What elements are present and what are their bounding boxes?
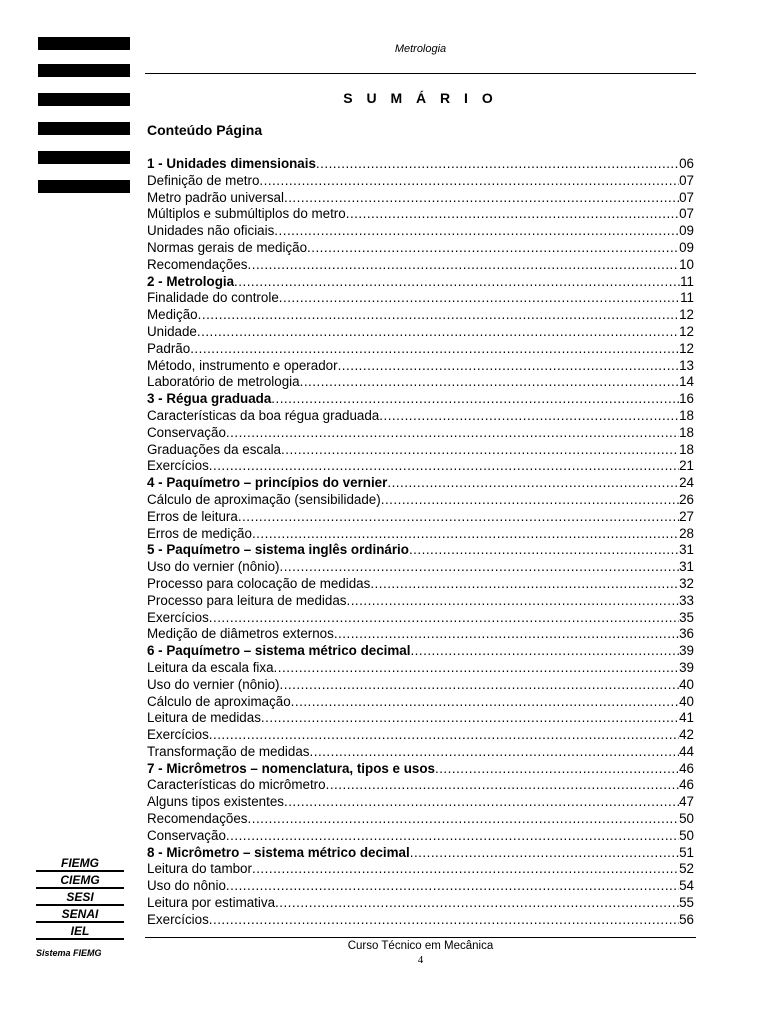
toc-entry-page: 35 — [679, 609, 694, 625]
toc-entry — [147, 190, 694, 207]
toc-entry-title: Múltiplos e submúltiplos do metro — [147, 206, 346, 222]
toc-entry-page: 40 — [679, 693, 694, 709]
toc-entry-page: 16 — [679, 391, 694, 407]
toc-entry-title: Unidades não oficiais — [147, 223, 275, 239]
toc-entry-page: 21 — [679, 458, 694, 474]
toc-entry-page: 12 — [679, 307, 694, 323]
toc-dot-leader — [190, 341, 679, 358]
toc-dot-leader — [226, 828, 679, 845]
toc-entry-title: Finalidade do controle — [147, 290, 279, 306]
toc-entry-title: Exercícios — [147, 727, 209, 743]
logo-text-line: SENAI — [36, 908, 124, 923]
toc-entry-page: 39 — [679, 643, 694, 659]
toc-entry-page: 18 — [679, 407, 694, 423]
toc-dot-leader — [279, 290, 680, 307]
toc-section-entry — [147, 542, 694, 559]
toc-dot-leader — [198, 307, 679, 324]
toc-entry-page: 24 — [679, 475, 694, 491]
toc-entry-title: Cálculo de aproximação — [147, 693, 291, 709]
page-number: 4 — [417, 954, 424, 966]
logo-text-line: SESI — [36, 891, 124, 906]
toc-entry-title: Definição de metro — [147, 172, 260, 188]
toc-column-heading: Conteúdo Página — [147, 122, 263, 138]
toc-entry-title: 2 - Metrologia — [147, 273, 235, 289]
logo-text-line: IEL — [36, 925, 124, 940]
toc-dot-leader — [370, 576, 679, 593]
toc-dot-leader — [307, 240, 679, 257]
toc-dot-leader — [326, 777, 680, 794]
toc-entry-title: Uso do vernier (nônio) — [147, 676, 280, 692]
toc-entry — [147, 458, 694, 475]
toc-entry-page: 32 — [679, 575, 694, 591]
toc-entry-page: 55 — [679, 895, 694, 911]
toc-entry-page: 36 — [679, 626, 694, 642]
header-rule — [145, 73, 696, 74]
toc-dot-leader — [275, 895, 679, 912]
toc-entry — [147, 777, 694, 794]
toc-entry — [147, 425, 694, 442]
toc-dot-leader — [209, 727, 679, 744]
toc-dot-leader — [248, 257, 680, 274]
toc-entry — [147, 492, 694, 509]
toc-dot-leader — [291, 694, 679, 711]
toc-entry — [147, 576, 694, 593]
decorative-bar — [38, 122, 130, 135]
toc-entry — [147, 610, 694, 627]
toc-entry-page: 07 — [679, 189, 694, 205]
toc-entry-page: 13 — [679, 357, 694, 373]
toc-entry-page: 18 — [679, 424, 694, 440]
toc-entry-title: Medição — [147, 307, 198, 323]
toc-entry-page: 47 — [679, 794, 694, 810]
footer-rule — [145, 937, 696, 938]
toc-entry-title: Normas gerais de medição — [147, 239, 308, 255]
toc-entry — [147, 727, 694, 744]
toc-dot-leader — [259, 173, 679, 190]
toc-entry — [147, 240, 694, 257]
toc-dot-leader — [261, 710, 679, 727]
toc-entry — [147, 744, 694, 761]
toc-entry-page: 31 — [679, 542, 694, 558]
toc-entry-page: 56 — [679, 911, 694, 927]
toc-dot-leader — [197, 324, 679, 341]
toc-dot-leader — [274, 660, 680, 677]
toc-dot-leader — [379, 408, 679, 425]
toc-dot-leader — [381, 492, 679, 509]
toc-entry-title: Erros de leitura — [147, 508, 238, 524]
table-of-contents — [147, 156, 694, 929]
toc-dot-leader — [279, 559, 679, 576]
toc-entry-page: 12 — [679, 323, 694, 339]
toc-entry — [147, 257, 694, 274]
toc-entry — [147, 509, 694, 526]
toc-entry-page: 09 — [679, 223, 694, 239]
toc-entry-page: 27 — [679, 508, 694, 524]
toc-dot-leader — [410, 845, 679, 862]
toc-section-entry — [147, 845, 694, 862]
toc-entry-page: 18 — [679, 441, 694, 457]
toc-entry — [147, 206, 694, 223]
toc-entry-page: 50 — [679, 827, 694, 843]
toc-entry-page: 50 — [679, 811, 694, 827]
toc-entry-title: Conservação — [147, 424, 226, 440]
toc-entry-page: 28 — [679, 525, 694, 541]
toc-entry-title: Leitura de medidas — [147, 710, 261, 726]
toc-entry-title: Erros de medição — [147, 525, 252, 541]
toc-dot-leader — [387, 475, 679, 492]
logo-text-line: CIEMG — [36, 874, 124, 889]
toc-entry — [147, 307, 694, 324]
toc-entry-page: 10 — [679, 256, 694, 272]
toc-entry-title: Alguns tipos existentes — [147, 794, 284, 810]
toc-dot-leader — [209, 458, 679, 475]
toc-entry-title: Leitura da escala fixa — [147, 659, 274, 675]
toc-dot-leader — [271, 391, 679, 408]
toc-entry-page: 39 — [679, 659, 694, 675]
toc-section-entry — [147, 643, 694, 660]
toc-entry-title: Características da boa régua graduada — [147, 407, 380, 423]
toc-entry-title: Conservação — [147, 827, 226, 843]
toc-dot-leader — [316, 156, 679, 173]
toc-section-entry — [147, 475, 694, 492]
toc-entry — [147, 710, 694, 727]
toc-entry-page: 07 — [679, 172, 694, 188]
toc-entry — [147, 223, 694, 240]
toc-entry-title: Medição de diâmetros externos — [147, 626, 334, 642]
toc-entry-page: 07 — [679, 206, 694, 222]
toc-dot-leader — [274, 223, 679, 240]
toc-entry — [147, 794, 694, 811]
decorative-bar — [38, 37, 130, 50]
toc-dot-leader — [252, 861, 679, 878]
toc-entry-title: Uso do vernier (nônio) — [147, 559, 280, 575]
toc-entry-page: 46 — [679, 777, 694, 793]
toc-entry-title: Leitura do tambor — [147, 861, 252, 877]
toc-entry-title: Padrão — [147, 340, 191, 356]
toc-entry-title: Processo para colocação de medidas — [147, 575, 371, 591]
toc-entry-page: 46 — [679, 760, 694, 776]
toc-entry-title: Cálculo de aproximação (sensibilidade) — [147, 491, 381, 507]
toc-entry — [147, 861, 694, 878]
toc-dot-leader — [284, 190, 679, 207]
toc-dot-leader — [226, 425, 679, 442]
toc-entry-title: Laboratório de metrologia — [147, 374, 300, 390]
toc-entry — [147, 660, 694, 677]
toc-entry — [147, 694, 694, 711]
toc-entry-page: 42 — [679, 727, 694, 743]
toc-dot-leader — [346, 593, 679, 610]
toc-entry-title: Processo para leitura de medidas — [147, 592, 347, 608]
toc-entry — [147, 828, 694, 845]
toc-dot-leader — [284, 794, 679, 811]
toc-entry-title: Recomendações — [147, 256, 248, 272]
toc-entry-page: 06 — [679, 156, 694, 171]
decorative-bar — [38, 180, 130, 193]
toc-entry-page: 51 — [679, 844, 694, 860]
toc-section-entry — [147, 761, 694, 778]
toc-dot-leader — [281, 442, 679, 459]
toc-entry-title: 4 - Paquímetro – princípios do vernier — [147, 475, 388, 491]
toc-entry — [147, 526, 694, 543]
toc-entry-title: 3 - Régua graduada — [147, 391, 272, 407]
toc-entry — [147, 408, 694, 425]
toc-entry-title: Graduações da escala — [147, 441, 281, 457]
toc-entry-page: 31 — [679, 559, 694, 575]
toc-dot-leader — [409, 542, 679, 559]
toc-entry — [147, 559, 694, 576]
toc-dot-leader — [346, 206, 679, 223]
toc-entry — [147, 324, 694, 341]
toc-entry-title: Uso do nônio — [147, 878, 226, 894]
toc-entry — [147, 895, 694, 912]
toc-entry-page: 26 — [679, 491, 694, 507]
toc-dot-leader — [279, 677, 679, 694]
toc-entry — [147, 677, 694, 694]
toc-dot-leader — [252, 526, 679, 543]
toc-dot-leader — [410, 643, 679, 660]
toc-entry-title: Transformação de medidas — [147, 743, 310, 759]
toc-entry-page: 44 — [679, 743, 694, 759]
toc-section-entry — [147, 156, 694, 173]
toc-entry — [147, 442, 694, 459]
toc-dot-leader — [334, 626, 679, 643]
toc-entry-title: 7 - Micrômetros – nomenclatura, tipos e usos — [147, 760, 435, 776]
toc-entry — [147, 912, 694, 929]
toc-entry-page: 54 — [679, 878, 694, 894]
logo-text-line: FIEMG — [36, 857, 124, 872]
toc-entry-page: 14 — [679, 374, 694, 390]
toc-entry-page: 40 — [679, 676, 694, 692]
toc-entry-title: Exercícios — [147, 911, 209, 927]
toc-dot-leader — [209, 912, 679, 929]
toc-dot-leader — [226, 878, 679, 895]
toc-entry-title: 6 - Paquímetro – sistema métrico decimal — [147, 643, 411, 659]
toc-entry-title: Recomendações — [147, 811, 248, 827]
toc-entry — [147, 593, 694, 610]
toc-entry — [147, 341, 694, 358]
toc-entry — [147, 173, 694, 190]
organization-logo — [36, 857, 124, 942]
toc-dot-leader — [435, 761, 679, 778]
decorative-bar — [38, 93, 130, 106]
toc-entry-page: 11 — [680, 273, 694, 289]
document-heading: S U M Á R I O — [343, 90, 498, 106]
toc-entry-page: 11 — [680, 290, 694, 306]
toc-entry-title: Método, instrumento e operador — [147, 357, 338, 373]
toc-entry-title: 8 - Micrômetro – sistema métrico decimal — [147, 844, 410, 860]
toc-entry — [147, 374, 694, 391]
toc-entry — [147, 290, 694, 307]
toc-entry-title: Metro padrão universal — [147, 189, 284, 205]
toc-entry-page: 33 — [679, 592, 694, 608]
toc-dot-leader — [338, 358, 680, 375]
toc-dot-leader — [248, 811, 680, 828]
toc-dot-leader — [310, 744, 680, 761]
toc-section-entry — [147, 274, 694, 291]
toc-entry-page: 09 — [679, 239, 694, 255]
toc-entry — [147, 626, 694, 643]
toc-entry-title: 1 - Unidades dimensionais — [147, 156, 316, 171]
toc-entry-title: Unidade — [147, 323, 197, 339]
footer-course-name: Curso Técnico em Mecânica — [347, 940, 494, 952]
toc-entry-title: Exercícios — [147, 458, 209, 474]
toc-entry-title: 5 - Paquímetro – sistema inglês ordinário — [147, 542, 409, 558]
toc-section-entry — [147, 391, 694, 408]
decorative-bar — [38, 151, 130, 164]
toc-entry — [147, 358, 694, 375]
toc-dot-leader — [234, 274, 680, 291]
toc-entry-title: Leitura por estimativa — [147, 895, 276, 911]
toc-entry-title: Características do micrômetro — [147, 777, 326, 793]
toc-entry — [147, 878, 694, 895]
toc-entry-page: 52 — [679, 861, 694, 877]
toc-entry — [147, 811, 694, 828]
toc-dot-leader — [209, 610, 679, 627]
toc-entry-page: 12 — [679, 340, 694, 356]
toc-entry-title: Exercícios — [147, 609, 209, 625]
toc-dot-leader — [300, 374, 679, 391]
toc-entry-page: 41 — [679, 710, 694, 726]
decorative-bar — [38, 64, 130, 77]
toc-dot-leader — [238, 509, 679, 526]
logo-system-label: Sistema FIEMG — [36, 948, 102, 958]
running-header: Metrologia — [394, 43, 447, 55]
